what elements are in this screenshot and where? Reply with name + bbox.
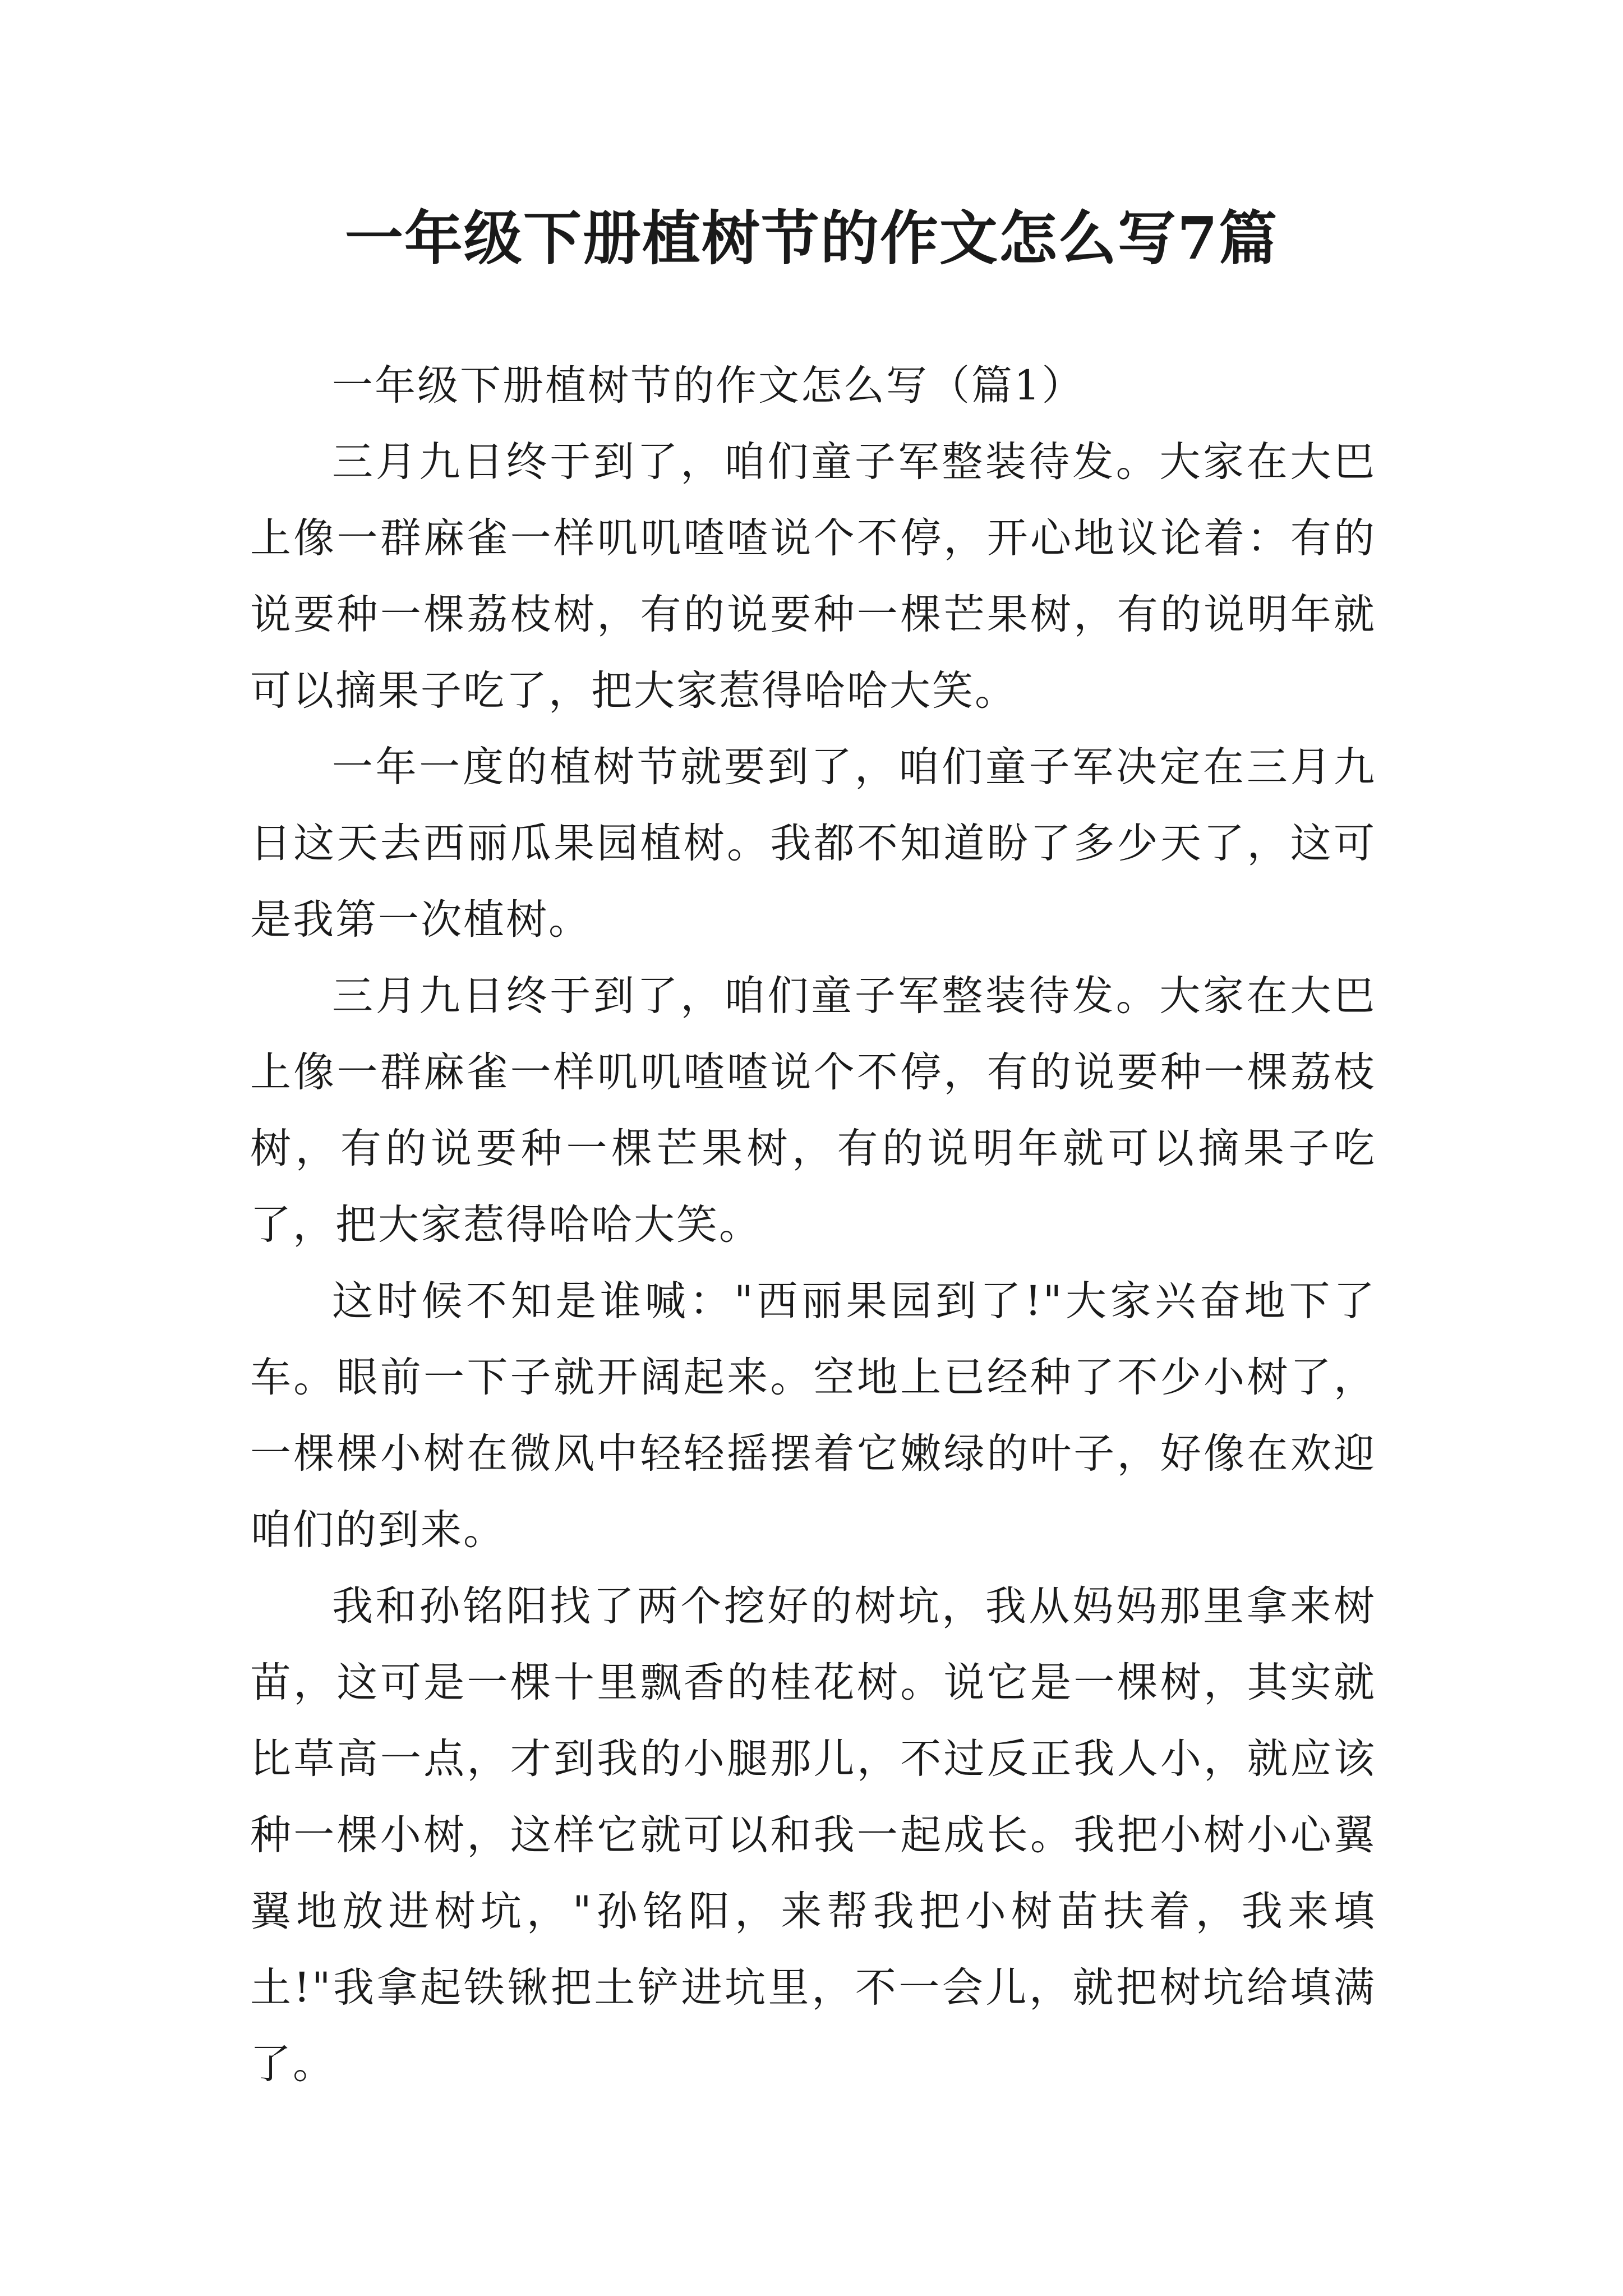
document-title: 一年级下册植树节的作文怎么写7篇 [344, 204, 1279, 273]
document-body [250, 348, 1376, 2102]
paragraph-3: 三月九日终于到了，咱们童子军整装待发。大家在大巴上像一群麻雀一样叽叽喳喳说个不停，有的说要种一棵荔枝树，有的说要种一棵芒果树，有的说明年就可以摘果子吃了，把大家惹得哈哈大笑。 [250, 972, 1376, 1249]
paragraph-1: 三月九日终于到了，咱们童子军整装待发。大家在大巴上像一群麻雀一样叽叽喳喳说个不停，开心地议论着：有的说要种一棵荔枝树，有的说要种一棵芒果树，有的说明年就可以摘果子吃了，把大家惹得哈哈大笑。 [250, 438, 1376, 715]
paragraph-4: 这时候不知是谁喊："西丽果园到了!"大家兴奋地下了车。眼前一下子就开阔起来。空地上已经种了不少小树了，一棵棵小树在微风中轻轻摇摆着它嫩绿的叶子，好像在欢迎咱们的到来。 [250, 1277, 1376, 1554]
paragraph-5: 我和孙铭阳找了两个挖好的树坑，我从妈妈那里拿来树苗，这可是一棵十里飘香的桂花树。说它是一棵树，其实就比草高一点，才到我的小腿那儿，不过反正我人小，就应该种一棵小树，这样它就可以和我一起成长。我把小树小心翼翼地放进树坑，"孙铭阳，来帮我把小树苗扶着，我来填土!"我拿起铁锹把土铲进坑里，不一会儿，就把树坑给填满了。 [250, 1582, 1376, 2088]
section-heading: 一年级下册植树节的作文怎么写（篇1） [332, 362, 1085, 409]
paragraph-2: 一年一度的植树节就要到了，咱们童子军决定在三月九日这天去西丽瓜果园植树。我都不知道盼了多少天了，这可是我第一次植树。 [250, 743, 1376, 944]
